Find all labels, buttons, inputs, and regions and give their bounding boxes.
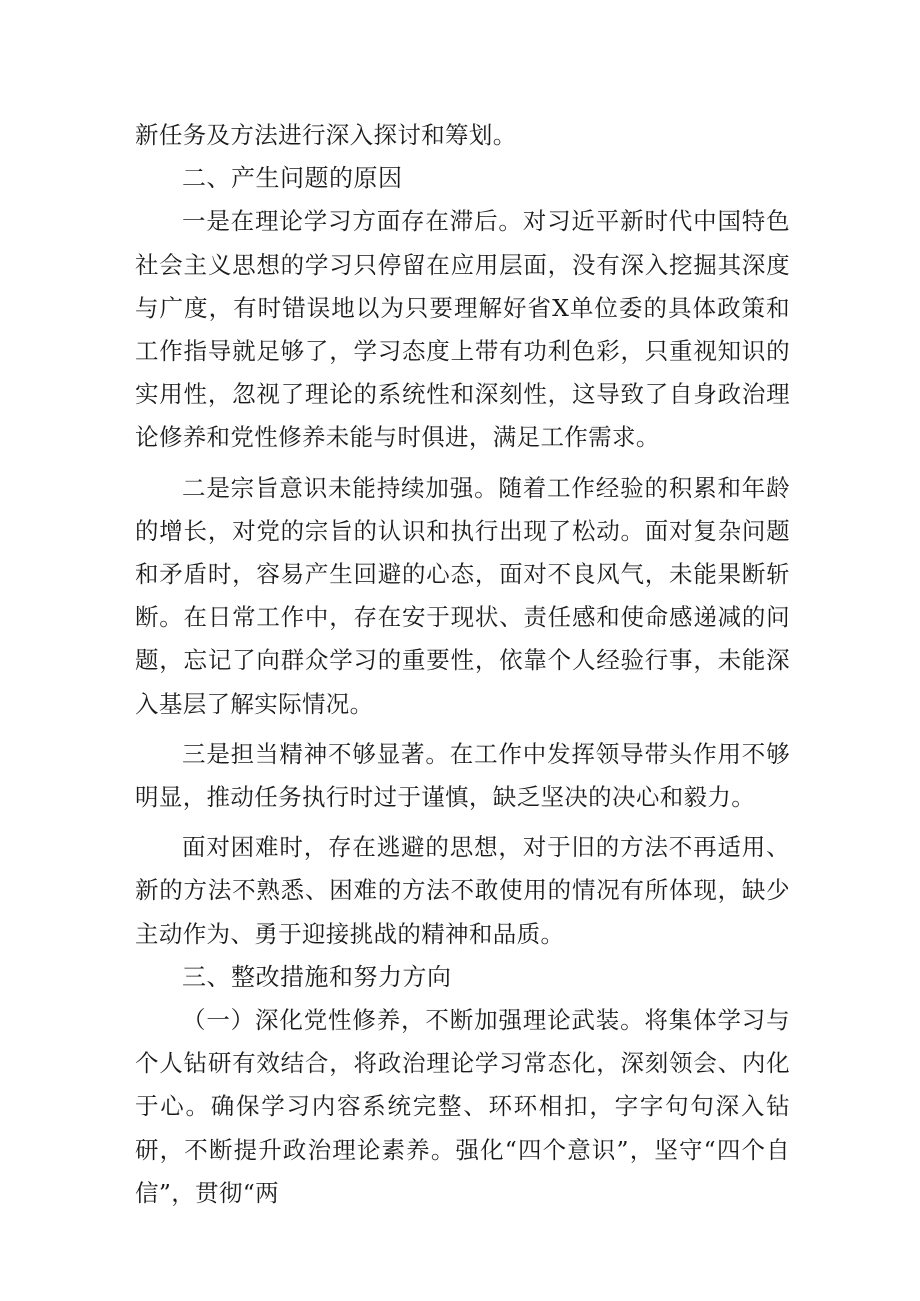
paragraph-cause-2: 二是宗旨意识未能持续加强。随着工作经验的积累和年龄的增长，对党的宗旨的认识和执行出现了松动。面对复杂问题和矛盾时，容易产生回避的心态，面对不良风气，未能果断斩断。在日常工作中，存在安于现状、责任感和使命感递减的问题，忘记了向群众学习的重要性，依靠个人经验行事，未能深入基层了解实际情况。 <box>135 473 790 718</box>
paragraph-cause-3: 三是担当精神不够显著。在工作中发挥领导带头作用不够明显，推动任务执行时过于谨慎，缺乏坚决的决心和毅力。 <box>135 739 790 812</box>
document-body <box>135 114 790 1215</box>
section-heading-measures: 三、整改措施和努力方向 <box>182 962 452 991</box>
paragraph-cause-1: 一是在理论学习方面存在滞后。对习近平新时代中国特色社会主义思想的学习只停留在应用层面，没有深入挖掘其深度与广度，有时错误地以为只要理解好省X单位委的具体政策和工作指导就足够了，学习态度上带有功利色彩，只重视知识的实用性，忽视了理论的系统性和深刻性，这导致了自身政治理论修养和党性修养未能与时俱进，满足工作需求。 <box>135 207 790 452</box>
paragraph-cause-4: 面对困难时，存在逃避的思想，对于旧的方法不再适用、新的方法不熟悉、困难的方法不敢使用的情况有所体现，缺少主动作为、勇于迎接挑战的精神和品质。 <box>135 833 790 948</box>
section-heading-causes: 二、产生问题的原因 <box>182 164 403 193</box>
continued-paragraph: 新任务及方法进行深入探讨和筹划。 <box>135 121 517 149</box>
paragraph-measure-1: （一）深化党性修养，不断加强理论武装。将集体学习与个人钻研有效结合，将政治理论学习常态化，深刻领会、内化于心。确保学习内容系统完整、环环相扣，字字句句深入钻研，不断提升政治理论素养。强化“四个意识”，坚守“四个自信”，贯彻“两 <box>135 1006 790 1207</box>
